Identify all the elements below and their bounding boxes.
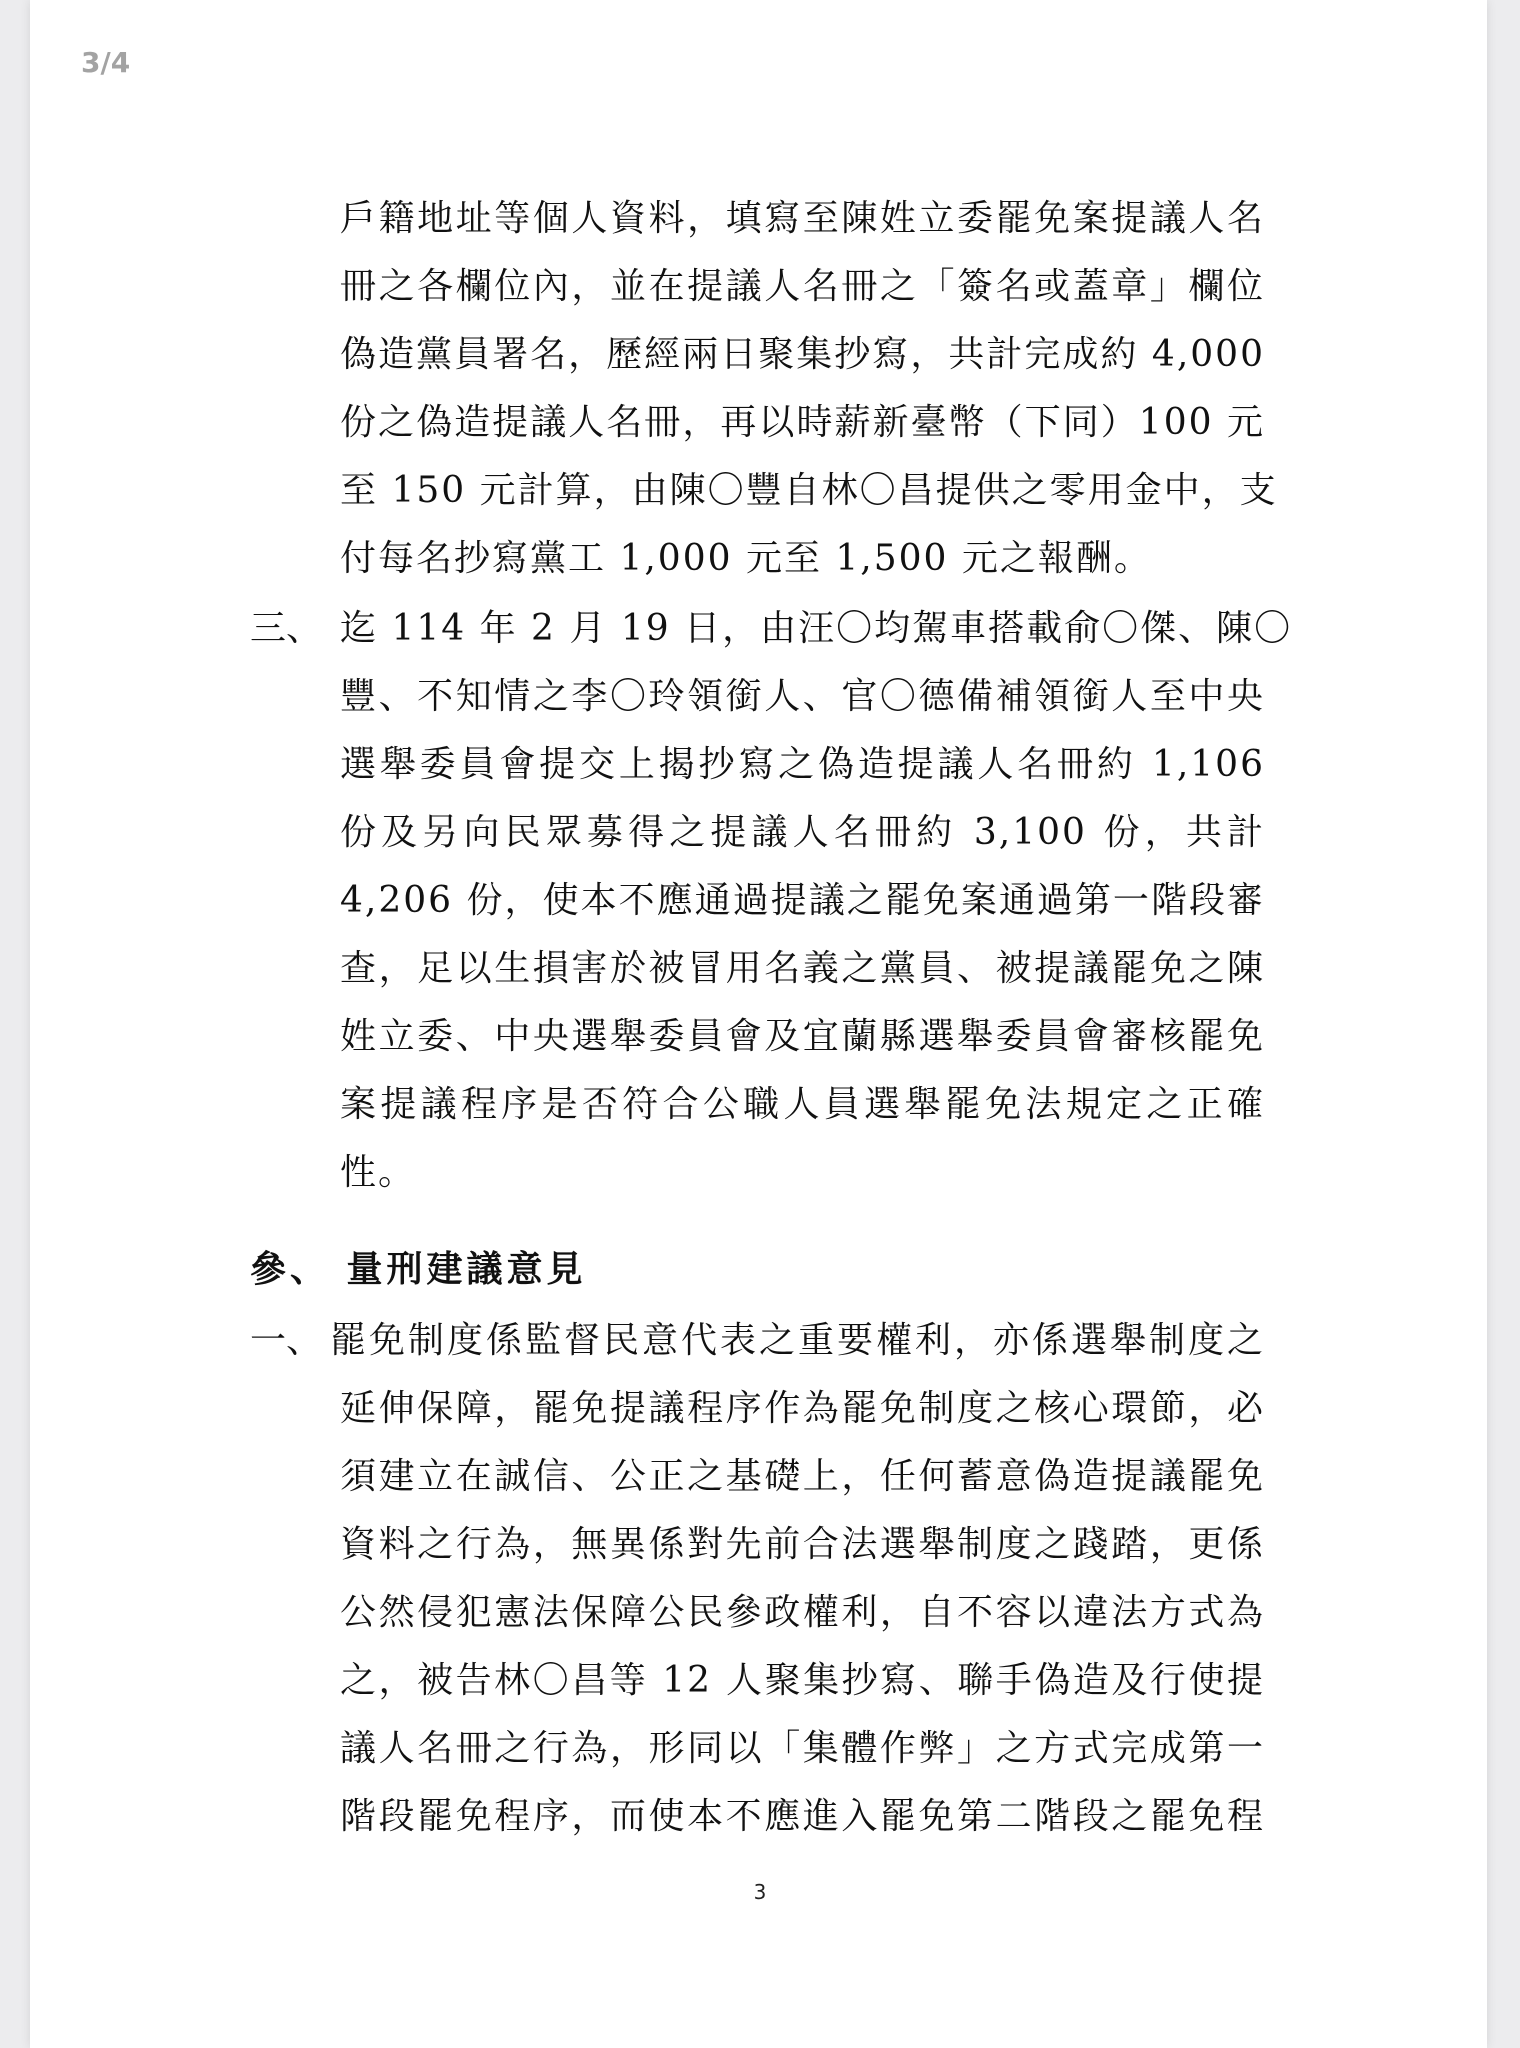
body-text-line: 付每名抄寫黨工 1,000 元至 1,500 元之報酬。 <box>340 538 1152 579</box>
body-text-line: 查，足以生損害於被冒用名義之黨員、被提議罷免之陳 <box>340 948 1265 989</box>
list-marker: 一、 <box>250 1320 323 1361</box>
body-text-line: 延伸保障，罷免提議程序作為罷免制度之核心環節，必 <box>340 1388 1265 1429</box>
body-text-line: 須建立在誠信、公正之基礎上，任何蓄意偽造提議罷免 <box>340 1456 1265 1497</box>
body-text-line: 4,206 份，使本不應通過提議之罷免案通過第一階段審 <box>340 880 1265 921</box>
body-text-line: 選舉委員會提交上揭抄寫之偽造提議人名冊約 1,106 <box>340 744 1265 785</box>
body-text-line: 份之偽造提議人名冊，再以時薪新臺幣（下同）100 元 <box>340 402 1265 443</box>
page-number: 3 <box>753 1880 767 1904</box>
body-text-line: 豐、不知情之李〇玲領銜人、官〇德備補領銜人至中央 <box>340 676 1265 717</box>
body-text-line: 資料之行為，無異係對先前合法選舉制度之踐踏，更係 <box>340 1524 1265 1565</box>
body-text-line: 性。 <box>340 1152 417 1193</box>
body-text-line: 之，被告林〇昌等 12 人聚集抄寫、聯手偽造及行使提 <box>340 1660 1265 1701</box>
body-text-line: 罷免制度係監督民意代表之重要權利，亦係選舉制度之 <box>330 1320 1265 1361</box>
body-text-line: 公然侵犯憲法保障公民參政權利，自不容以違法方式為 <box>340 1592 1265 1633</box>
body-text-line: 份及另向民眾募得之提議人名冊約 3,100 份，共計 <box>340 812 1265 853</box>
body-text-line: 戶籍地址等個人資料，填寫至陳姓立委罷免案提議人名 <box>340 198 1265 239</box>
section-heading: 參、 量刑建議意見 <box>250 1248 587 1290</box>
body-text-line: 冊之各欄位內，並在提議人名冊之「簽名或蓋章」欄位 <box>340 266 1265 307</box>
body-text-line: 姓立委、中央選舉委員會及宜蘭縣選舉委員會審核罷免 <box>340 1016 1265 1057</box>
page-indicator: 3/4 <box>81 46 131 79</box>
body-text-line: 議人名冊之行為，形同以「集體作弊」之方式完成第一 <box>340 1728 1265 1769</box>
list-marker: 三、 <box>250 608 323 649</box>
body-text-line: 階段罷免程序，而使本不應進入罷免第二階段之罷免程 <box>340 1796 1265 1837</box>
body-text-line: 案提議程序是否符合公職人員選舉罷免法規定之正確 <box>340 1084 1265 1125</box>
body-text-line: 至 150 元計算，由陳〇豐自林〇昌提供之零用金中，支 <box>340 470 1278 511</box>
body-text-line: 偽造黨員署名，歷經兩日聚集抄寫，共計完成約 4,000 <box>340 334 1265 375</box>
body-text-line: 迄 114 年 2 月 19 日，由汪〇均駕車搭載俞〇傑、陳〇 <box>340 608 1293 649</box>
